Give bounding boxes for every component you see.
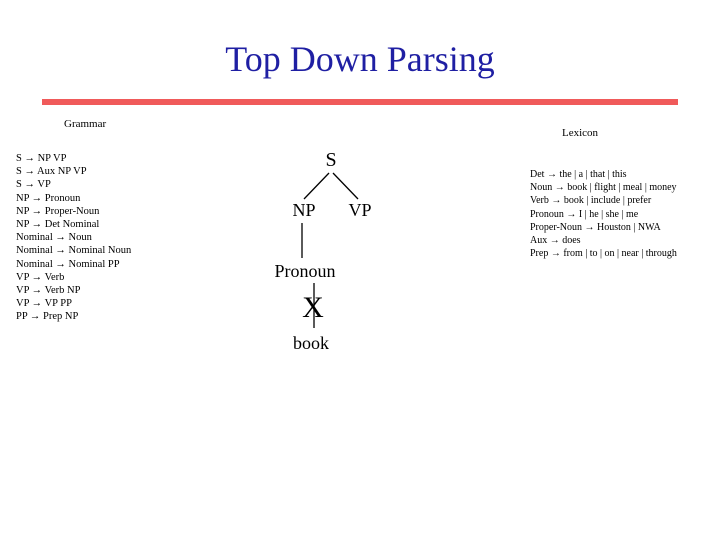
lexicon-entry: Det → the | a | that | this (530, 169, 627, 180)
grammar-rule: VP → Verb (16, 271, 65, 283)
lexicon-entry: Prep → from | to | on | near | through (530, 248, 677, 260)
grammar-rule: PP → Prep NP (16, 311, 79, 323)
grammar-rule: S → VP (16, 179, 51, 191)
mismatch-mark: X (302, 291, 324, 324)
grammar-rule: Nominal → Noun (16, 232, 92, 244)
edge-s-vp (333, 173, 358, 199)
grammar-rule: NP → Pronoun (16, 192, 81, 204)
lexicon-entry: Verb → book | include | prefer (530, 195, 652, 207)
slide-title: Top Down Parsing (225, 39, 495, 79)
grammar-rule: Nominal → Nominal Noun (16, 245, 132, 257)
grammar-rule: NP → Proper-Noun (16, 205, 100, 217)
grammar-rule: VP → VP PP (16, 298, 72, 310)
tree-node-pronoun: Pronoun (274, 261, 336, 281)
input-word: book (293, 333, 329, 353)
lexicon-heading: Lexicon (562, 127, 599, 139)
grammar-rule: S → Aux NP VP (16, 166, 87, 178)
grammar-rule: NP → Det Nominal (16, 219, 100, 231)
lexicon-entry: Noun → book | flight | meal | money (530, 182, 677, 194)
grammar-heading: Grammar (64, 118, 107, 130)
grammar-rule: VP → Verb NP (16, 285, 81, 297)
lexicon-entry: Proper-Noun → Houston | NWA (530, 221, 661, 233)
edge-s-np (304, 173, 329, 199)
lexicon-entry: Pronoun → I | he | she | me (530, 208, 639, 220)
tree-node-np: NP (292, 200, 316, 220)
tree-node-s: S (325, 149, 337, 171)
lexicon-entry: Aux → does (530, 235, 581, 247)
grammar-rule: Nominal → Nominal PP (16, 258, 120, 270)
tree-node-vp: VP (348, 200, 372, 220)
grammar-rule: S → NP VP (16, 153, 67, 164)
